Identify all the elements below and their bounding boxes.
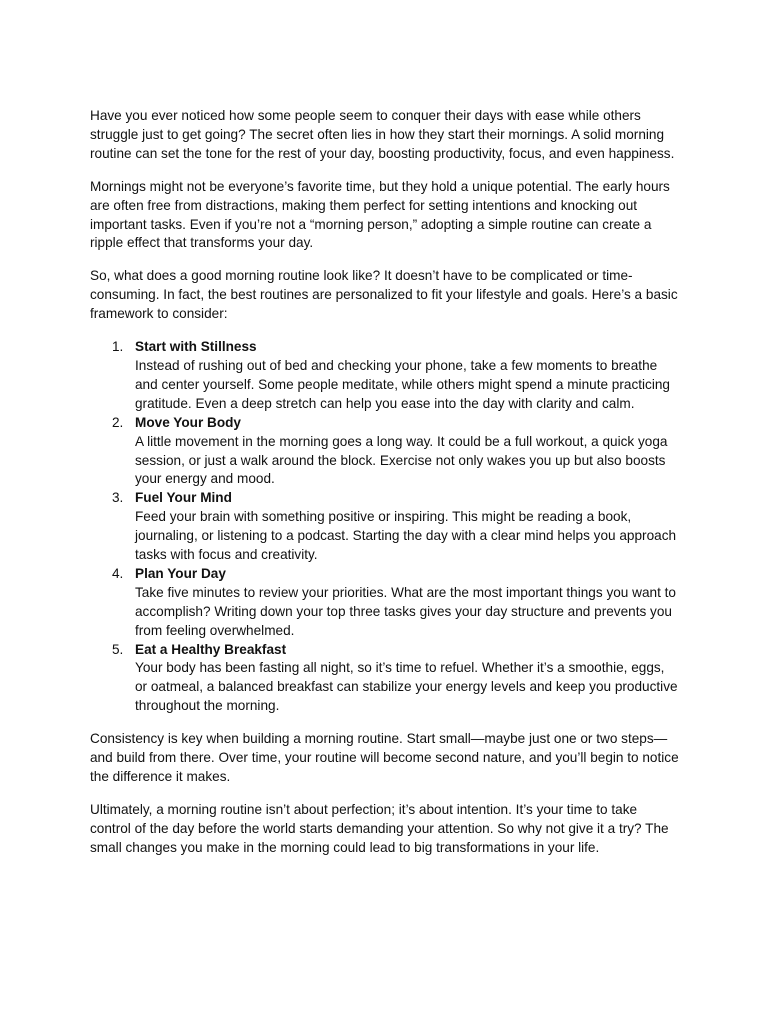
step-title: Fuel Your Mind: [135, 490, 232, 506]
intro-paragraph: Mornings might not be everyone’s favorite time, but they hold a unique potential. The early hours are often free from distractions, making them perfect for setting intentions and knocking out important tasks. Even if you’re not a “morning person,” adopting a simple routine can create a ripple effect that transforms your day.: [90, 178, 670, 251]
step-number: 3.: [112, 490, 124, 506]
intro-paragraph: So, what does a good morning routine look like? It doesn’t have to be complicated or time-consuming. In fact, the best routines are personalized to fit your lifestyle and goals. Here’s a basic framework to consider:: [90, 268, 678, 322]
routine-steps-list: [90, 338, 680, 716]
step-title: Start with Stillness: [135, 339, 257, 355]
step-number: 4.: [112, 565, 124, 581]
step-title: Eat a Healthy Breakfast: [135, 641, 287, 657]
step-title: Plan Your Day: [135, 565, 226, 581]
routine-step: [90, 338, 680, 414]
step-title: Move Your Body: [135, 414, 241, 430]
step-body: Instead of rushing out of bed and checking your phone, take a few moments to breathe and center yourself. Some people meditate, while others might spend a minute practicing gratitude. Even a deep stretch can help you ease into the day with clarity and calm.: [135, 357, 670, 411]
step-body: Your body has been fasting all night, so it’s time to refuel. Whether it’s a smoothie, eggs, or oatmeal, a balanced breakfast can stabilize your energy levels and keep you productive throughout the morning.: [135, 660, 678, 714]
step-number: 1.: [112, 339, 124, 355]
step-number: 2.: [112, 414, 124, 430]
intro-paragraph: Have you ever noticed how some people seem to conquer their days with ease while others struggle just to get going? The secret often lies in how they start their mornings. A solid morning routine can set the tone for the rest of your day, boosting productivity, focus, and even happiness.: [90, 108, 675, 161]
step-body: Feed your brain with something positive or inspiring. This might be reading a book, journaling, or listening to a podcast. Starting the day with a clear mind helps you approach tasks with focus and creativity.: [135, 509, 677, 563]
routine-step: [90, 641, 680, 717]
outro-paragraph: Consistency is key when building a morning routine. Start small—maybe just one or two steps—and build from there. Over time, your routine will become second nature, and you’ll begin to notice the difference it makes.: [90, 731, 679, 784]
routine-step: [90, 414, 680, 490]
step-body: A little movement in the morning goes a long way. It could be a full workout, a quick yoga session, or just a walk around the block. Exercise not only wakes you up but also boosts your energy and mood.: [135, 433, 668, 487]
routine-step: [90, 565, 680, 641]
outro-paragraph: Ultimately, a morning routine isn’t about perfection; it’s about intention. It’s your time to take control of the day before the world starts demanding your attention. So why not give it a try? The small changes you make in the morning could lead to big transformations in your life.: [90, 801, 669, 855]
step-body: Take five minutes to review your priorities. What are the most important things you want to accomplish? Writing down your top three tasks gives your day structure and prevents you from feeling overwhelmed.: [135, 584, 676, 638]
step-number: 5.: [112, 641, 124, 657]
document-page: [90, 107, 680, 872]
routine-step: [90, 489, 680, 565]
